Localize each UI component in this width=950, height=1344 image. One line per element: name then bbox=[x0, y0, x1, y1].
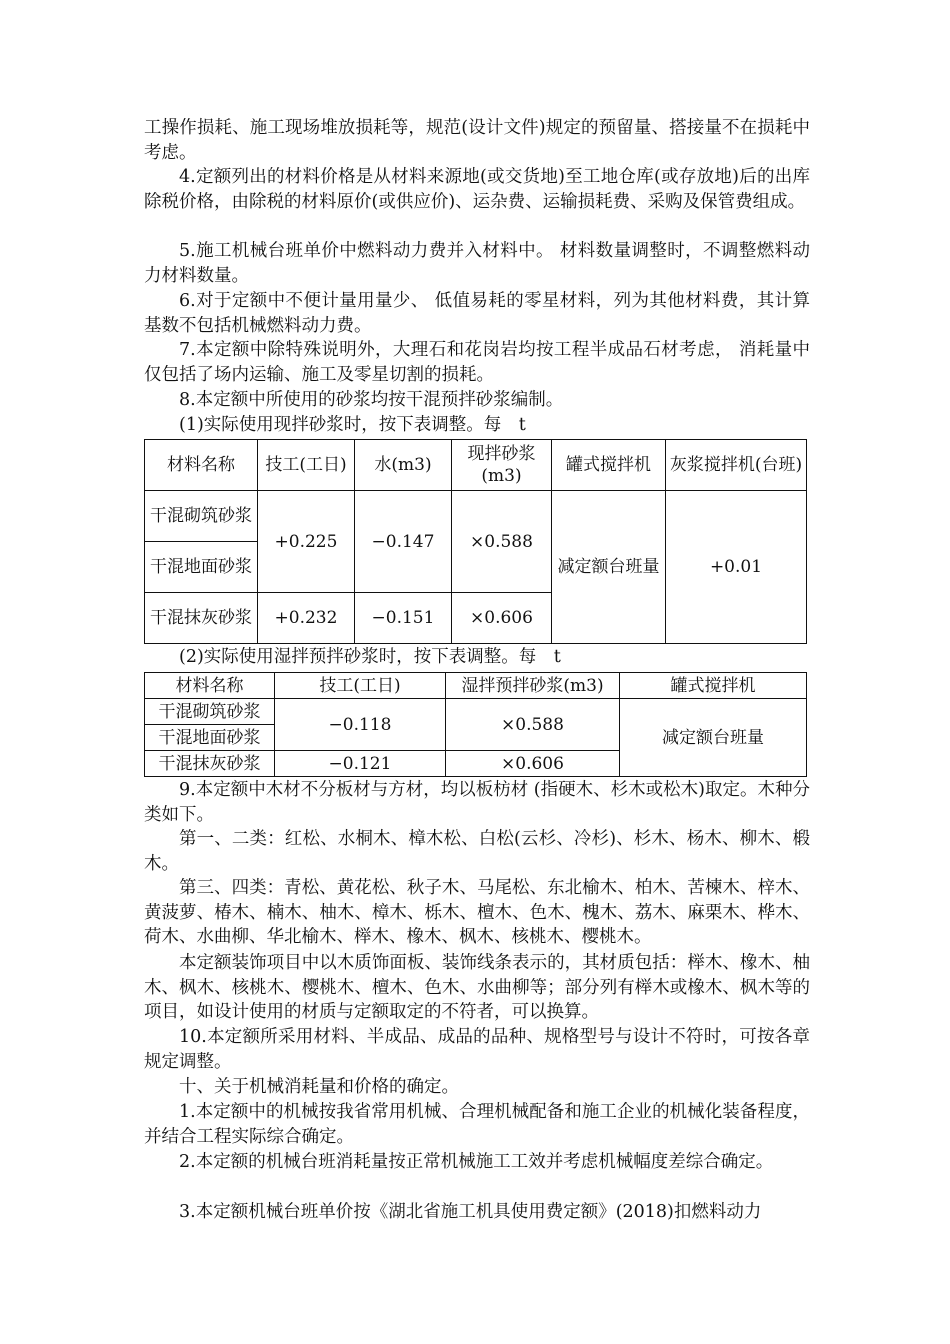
table-row bbox=[145, 491, 807, 542]
header-tank-mixer: 罐式搅拌机 bbox=[552, 440, 666, 491]
cell-water: −0.147 bbox=[355, 491, 452, 593]
paragraph-item-6: 6.对于定额中不便计量用量少、 低值易耗的零星材料，列为其他材料费，其计算基数不包括机械燃料动力费。 bbox=[144, 291, 810, 336]
paragraph-item-8: 8.本定额中所使用的砂浆均按干混预拌砂浆编制。 bbox=[179, 390, 564, 410]
cell-technician: +0.232 bbox=[258, 593, 355, 644]
section-heading-machinery: 十、关于机械消耗量和价格的确定。 bbox=[179, 1077, 459, 1097]
cell-material-name: 干混抹灰砂浆 bbox=[145, 593, 258, 644]
header-technician: 技工(工日) bbox=[258, 440, 355, 491]
paragraph-item-7: 7.本定额中除特殊说明外，大理石和花岗岩均按工程半成品石材考虑， 消耗量中仅包括了场内运输、施工及零星切割的损耗。 bbox=[144, 340, 810, 385]
table-header-row bbox=[145, 673, 807, 699]
header-ash-mixer: 灰浆搅拌机(台班) bbox=[666, 440, 807, 491]
cell-site-mortar: ×0.588 bbox=[452, 491, 552, 593]
header-wet-mortar: 湿拌预拌砂浆(m3) bbox=[446, 673, 620, 699]
paragraph-wood-class-3-4: 第三、四类：青松、黄花松、秋子木、马尾松、东北榆木、柏木、苦楝木、梓木、黄菠萝、椿木、楠木、柚木、樟木、栎木、檀木、色木、槐木、荔木、麻栗木、桦木、荷木、水曲柳、华北榆木、榉木、橡木、枫木、核桃木、樱桃木。 bbox=[144, 878, 810, 947]
header-material-name: 材料名称 bbox=[145, 673, 275, 699]
paragraph-machinery-3: 3.本定额机械台班单价按《湖北省施工机具使用费定额》(2018)扣燃料动力 bbox=[179, 1202, 762, 1222]
header-site-mortar: 现拌砂浆(m3) bbox=[452, 440, 552, 491]
cell-wet-mortar: ×0.606 bbox=[446, 751, 620, 777]
paragraph-item-5: 5.施工机械台班单价中燃料动力费并入材料中。 材料数量调整时，不调整燃料动力材料数量。 bbox=[144, 241, 810, 286]
cell-wet-mortar: ×0.588 bbox=[446, 699, 620, 751]
mix-mortar-adjustment-table bbox=[144, 439, 807, 644]
cell-material-name: 干混抹灰砂浆 bbox=[145, 751, 275, 777]
header-material-name: 材料名称 bbox=[145, 440, 258, 491]
paragraph-machinery-2: 2.本定额的机械台班消耗量按正常机械施工工效并考虑机械幅度差综合确定。 bbox=[179, 1152, 774, 1172]
paragraph-continued: 工操作损耗、施工现场堆放损耗等，规范(设计文件)规定的预留量、搭接量不在损耗中考虑。 bbox=[144, 118, 810, 163]
cell-technician: −0.118 bbox=[275, 699, 446, 751]
cell-site-mortar: ×0.606 bbox=[452, 593, 552, 644]
cell-technician: −0.121 bbox=[275, 751, 446, 777]
cell-technician: +0.225 bbox=[258, 491, 355, 593]
wet-mortar-adjustment-table bbox=[144, 672, 807, 777]
header-technician: 技工(工日) bbox=[275, 673, 446, 699]
paragraph-machinery-1: 1.本定额中的机械按我省常用机械、合理机械配备和施工企业的机械化装备程度，并结合工程实际综合确定。 bbox=[144, 1102, 810, 1147]
table1-caption: (1)实际使用现拌砂浆时，按下表调整。每 t bbox=[179, 415, 526, 435]
table-row bbox=[145, 699, 807, 725]
cell-ash-mixer: +0.01 bbox=[666, 491, 807, 644]
paragraph-item-9: 9.本定额中木材不分板材与方材，均以板枋材 (指硬木、杉木或松木)取定。木种分类如下。 bbox=[144, 780, 810, 825]
cell-tank-mixer: 减定额台班量 bbox=[552, 491, 666, 644]
table-header-row bbox=[145, 440, 807, 491]
table2-caption: (2)实际使用湿拌预拌砂浆时，按下表调整。每 t bbox=[179, 647, 561, 667]
cell-material-name: 干混地面砂浆 bbox=[145, 542, 258, 593]
header-tank-mixer: 罐式搅拌机 bbox=[620, 673, 807, 699]
cell-material-name: 干混砌筑砂浆 bbox=[145, 699, 275, 725]
header-water: 水(m3) bbox=[355, 440, 452, 491]
paragraph-wood-class-1-2: 第一、二类：红松、水桐木、樟木松、白松(云杉、冷杉)、杉木、杨木、柳木、椴木。 bbox=[144, 829, 810, 874]
cell-water: −0.151 bbox=[355, 593, 452, 644]
cell-material-name: 干混砌筑砂浆 bbox=[145, 491, 258, 542]
paragraph-item-10: 10.本定额所采用材料、半成品、成品的品种、规格型号与设计不符时，可按各章规定调整。 bbox=[144, 1027, 810, 1072]
cell-tank-mixer: 减定额台班量 bbox=[620, 699, 807, 777]
paragraph-decorative-wood: 本定额装饰项目中以木质饰面板、装饰线条表示的，其材质包括：榉木、橡木、柚木、枫木、核桃木、樱桃木、檀木、色木、水曲柳等；部分列有榉木或橡木、枫木等的项目，如设计使用的材质与定额取定的不符者，可以换算。 bbox=[144, 953, 810, 1022]
paragraph-item-4: 4.定额列出的材料价格是从材料来源地(或交货地)至工地仓库(或存放地)后的出库除税价格，由除税的材料原价(或供应价)、运杂费、运输损耗费、采购及保管费组成。 bbox=[144, 167, 810, 212]
cell-material-name: 干混地面砂浆 bbox=[145, 725, 275, 751]
